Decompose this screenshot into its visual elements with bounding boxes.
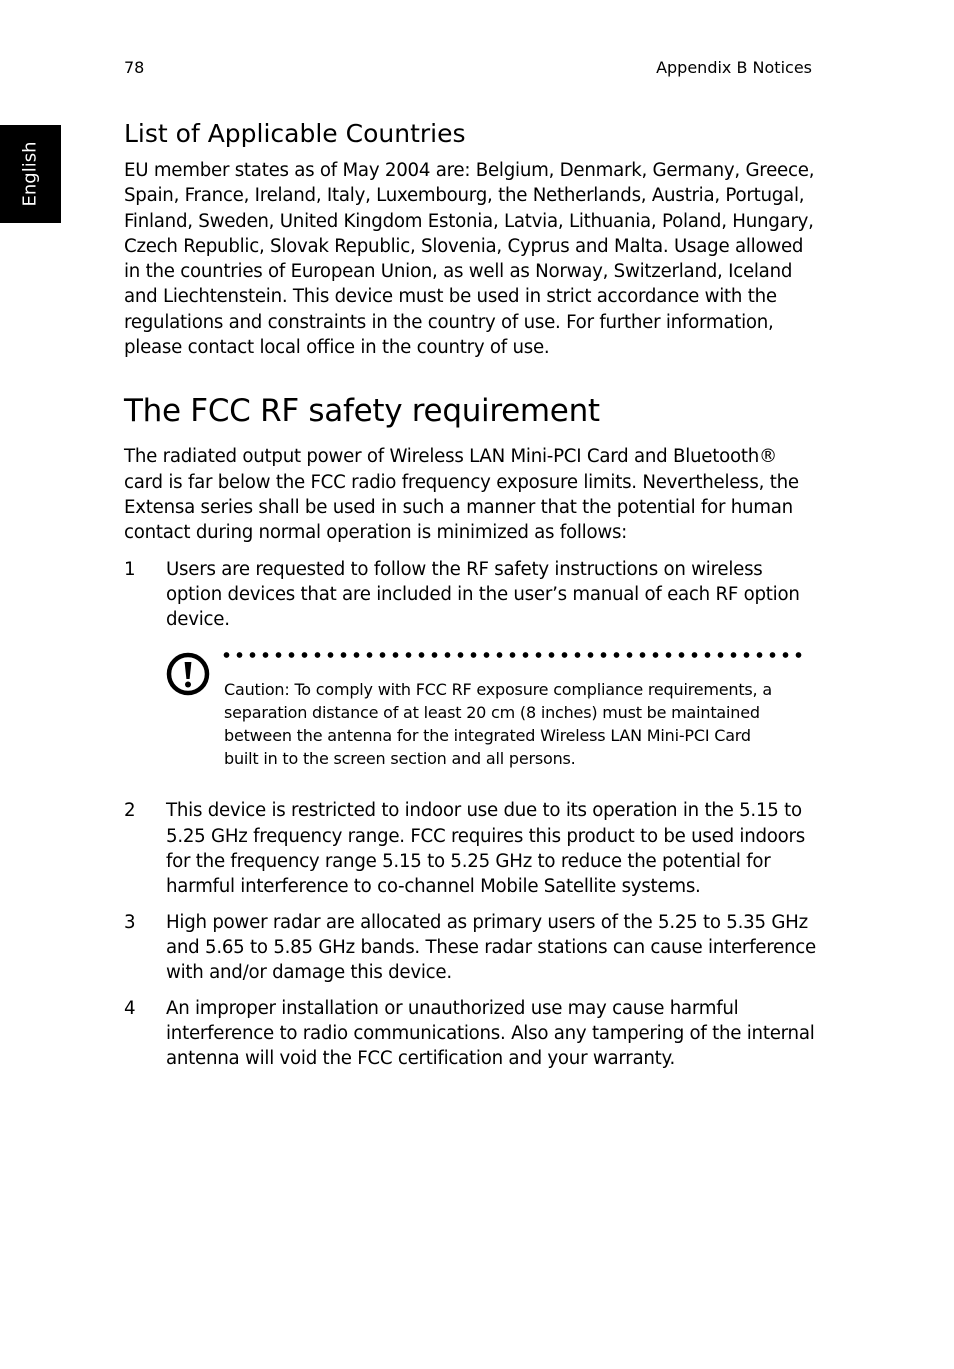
countries-paragraph: EU member states as of May 2004 are: Belgium, Denmark, Germany, Greece, Spain, France, Ireland, Italy, Luxembourg, the Netherlands, Austria, Portugal, Finland, Sweden, United Kingdom Estonia, Latvia, Lithuania, Poland, Hungary, Czech Republic, Slovak Republic, Slovenia, Cyprus and Malta. Usage allowed in the countries of European Union, as well as Norway, Switzerland, Iceland and Liechtenstein. This device must be used in strict accordance with the regulations and constraints in the country of use. For further information, please contact local office in the country of use. <box>124 160 815 359</box>
caution-label: Caution <box>224 680 285 700</box>
list-item <box>124 798 816 899</box>
list-item-text: An improper installation or unauthorized use may cause harmful interference to radio communications. Also any tampering of the internal antenna will void the FCC certification and your warranty. <box>166 997 815 1070</box>
caution-body: : To comply with FCC RF exposure compliance requirements, a separation distance of at least 20 cm (8 inches) must be maintained between the antenna for the integrated Wireless LAN Mini-PCI Card built in to the screen section and all persons. <box>224 680 772 769</box>
caution-note <box>166 652 816 770</box>
page-content <box>124 116 816 1081</box>
list-item-number: 1 <box>124 558 136 580</box>
list-item-text: High power radar are allocated as primary users of the 5.25 to 5.35 GHz and 5.65 to 5.85 GHz bands. These radar stations can cause interference with and/or damage this device. <box>166 911 816 984</box>
exclamation-circle-icon <box>166 652 210 696</box>
list-item-text: This device is restricted to indoor use due to its operation in the 5.15 to 5.25 GHz frequency range. FCC requires this product to be used indoors for the frequency range 5.15 to 5.25 GHz to reduce the potential for harmful interference to co-channel Mobile Satellite systems. <box>166 800 805 898</box>
caution-text <box>224 678 784 770</box>
list-item-number: 3 <box>124 911 136 933</box>
language-label: English <box>19 141 41 207</box>
fcc-intro-paragraph: The radiated output power of Wireless LAN Mini-PCI Card and Bluetooth® card is far below the FCC radio frequency exposure limits. Nevertheless, the Extensa series shall be used in such a manner that the potential for human contact during normal operation is minimized as follows: <box>124 446 799 544</box>
list-item-text: Users are requested to follow the RF safety instructions on wireless option devices that are included in the user’s manual of each RF option device. <box>166 558 800 631</box>
list-item-number: 2 <box>124 800 136 822</box>
fcc-requirements-list <box>124 557 816 1072</box>
fcc-heading: The FCC RF safety requirement <box>124 393 600 430</box>
language-side-tab <box>0 125 61 223</box>
dotted-divider <box>220 652 804 658</box>
list-item-number: 4 <box>124 997 136 1019</box>
list-item <box>124 557 816 633</box>
running-header: Appendix B Notices <box>656 58 812 77</box>
page-number: 78 <box>124 58 145 77</box>
list-item <box>124 996 816 1072</box>
list-item <box>124 910 816 986</box>
countries-heading: List of Applicable Countries <box>124 119 466 148</box>
